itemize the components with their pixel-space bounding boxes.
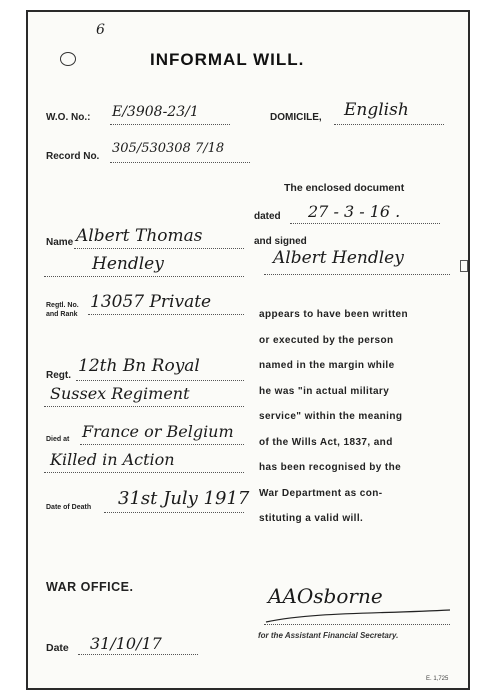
dod-label: Date of Death xyxy=(46,504,92,511)
regt-rule-2 xyxy=(44,406,244,407)
regtl-label-1: Regtl. No. xyxy=(46,302,79,309)
record-value: 305/530308 7/18 xyxy=(112,141,225,156)
signed-value: Albert Hendley xyxy=(273,248,404,268)
right-intro: The enclosed document xyxy=(284,182,405,194)
regt-line-2: Sussex Regiment xyxy=(50,384,190,403)
regtl-value: 13057 Private xyxy=(90,292,212,312)
staple-mark xyxy=(460,260,468,272)
domicile-value: English xyxy=(344,100,409,120)
page-mark: 6 xyxy=(96,22,105,38)
wo-rule xyxy=(110,124,230,125)
dated-label: dated xyxy=(254,211,281,222)
body-line: named in the margin while xyxy=(259,360,395,371)
body-line: stituting a valid will. xyxy=(259,513,364,524)
died-rule-1 xyxy=(80,444,244,445)
body-line: has been recognised by the xyxy=(259,462,402,473)
body-line: appears to have been written xyxy=(259,309,409,320)
dated-value: 27 - 3 - 16 . xyxy=(308,202,401,221)
regt-rule-1 xyxy=(76,380,244,381)
record-rule xyxy=(110,162,250,163)
dod-value: 31st July 1917 xyxy=(118,488,250,509)
regtl-label-2: and Rank xyxy=(46,311,78,318)
record-label: Record No. xyxy=(46,151,100,162)
domicile-rule xyxy=(334,124,444,125)
died-label: Died at xyxy=(46,436,70,443)
date-value: 31/10/17 xyxy=(90,634,162,653)
signed-label: and signed xyxy=(254,236,307,247)
will-sheet xyxy=(26,10,470,690)
name-line-2: Hendley xyxy=(92,254,164,274)
war-office-label: WAR OFFICE. xyxy=(46,580,134,594)
body-line: of the Wills Act, 1837, and xyxy=(259,436,393,448)
regt-label: Regt. xyxy=(46,370,71,381)
body-line: or executed by the person xyxy=(259,334,394,346)
signature-rule xyxy=(264,624,450,625)
died-line-2: Killed in Action xyxy=(50,450,175,469)
dated-rule xyxy=(290,223,440,224)
date-label: Date xyxy=(46,642,69,654)
date-rule xyxy=(78,654,198,655)
will-body-text xyxy=(259,302,459,532)
regt-line-1: 12th Bn Royal xyxy=(78,356,200,376)
body-line: service" within the meaning xyxy=(259,411,403,422)
died-line-1: France or Belgium xyxy=(82,422,234,441)
died-rule-2 xyxy=(44,472,244,473)
official-signature: AAOsborne xyxy=(268,584,383,608)
regtl-rule xyxy=(88,314,244,315)
document-title: INFORMAL WILL. xyxy=(150,50,305,69)
wo-label: W.O. No.: xyxy=(46,112,91,123)
footer-code: E. 1,725 xyxy=(426,676,449,682)
hole-punch xyxy=(60,52,76,66)
name-line-1: Albert Thomas xyxy=(76,226,203,246)
signed-rule xyxy=(264,274,450,275)
name-rule-2 xyxy=(44,276,244,277)
name-label: Name xyxy=(46,237,74,248)
name-rule-1 xyxy=(74,248,244,249)
body-line: he was "in actual military xyxy=(259,385,390,397)
domicile-label: DOMICILE, xyxy=(270,112,322,123)
body-line: War Department as con- xyxy=(259,487,383,499)
dod-rule xyxy=(104,512,244,513)
for-line: for the Assistant Financial Secretary. xyxy=(258,631,399,640)
wo-value: E/3908-23/1 xyxy=(112,104,199,120)
